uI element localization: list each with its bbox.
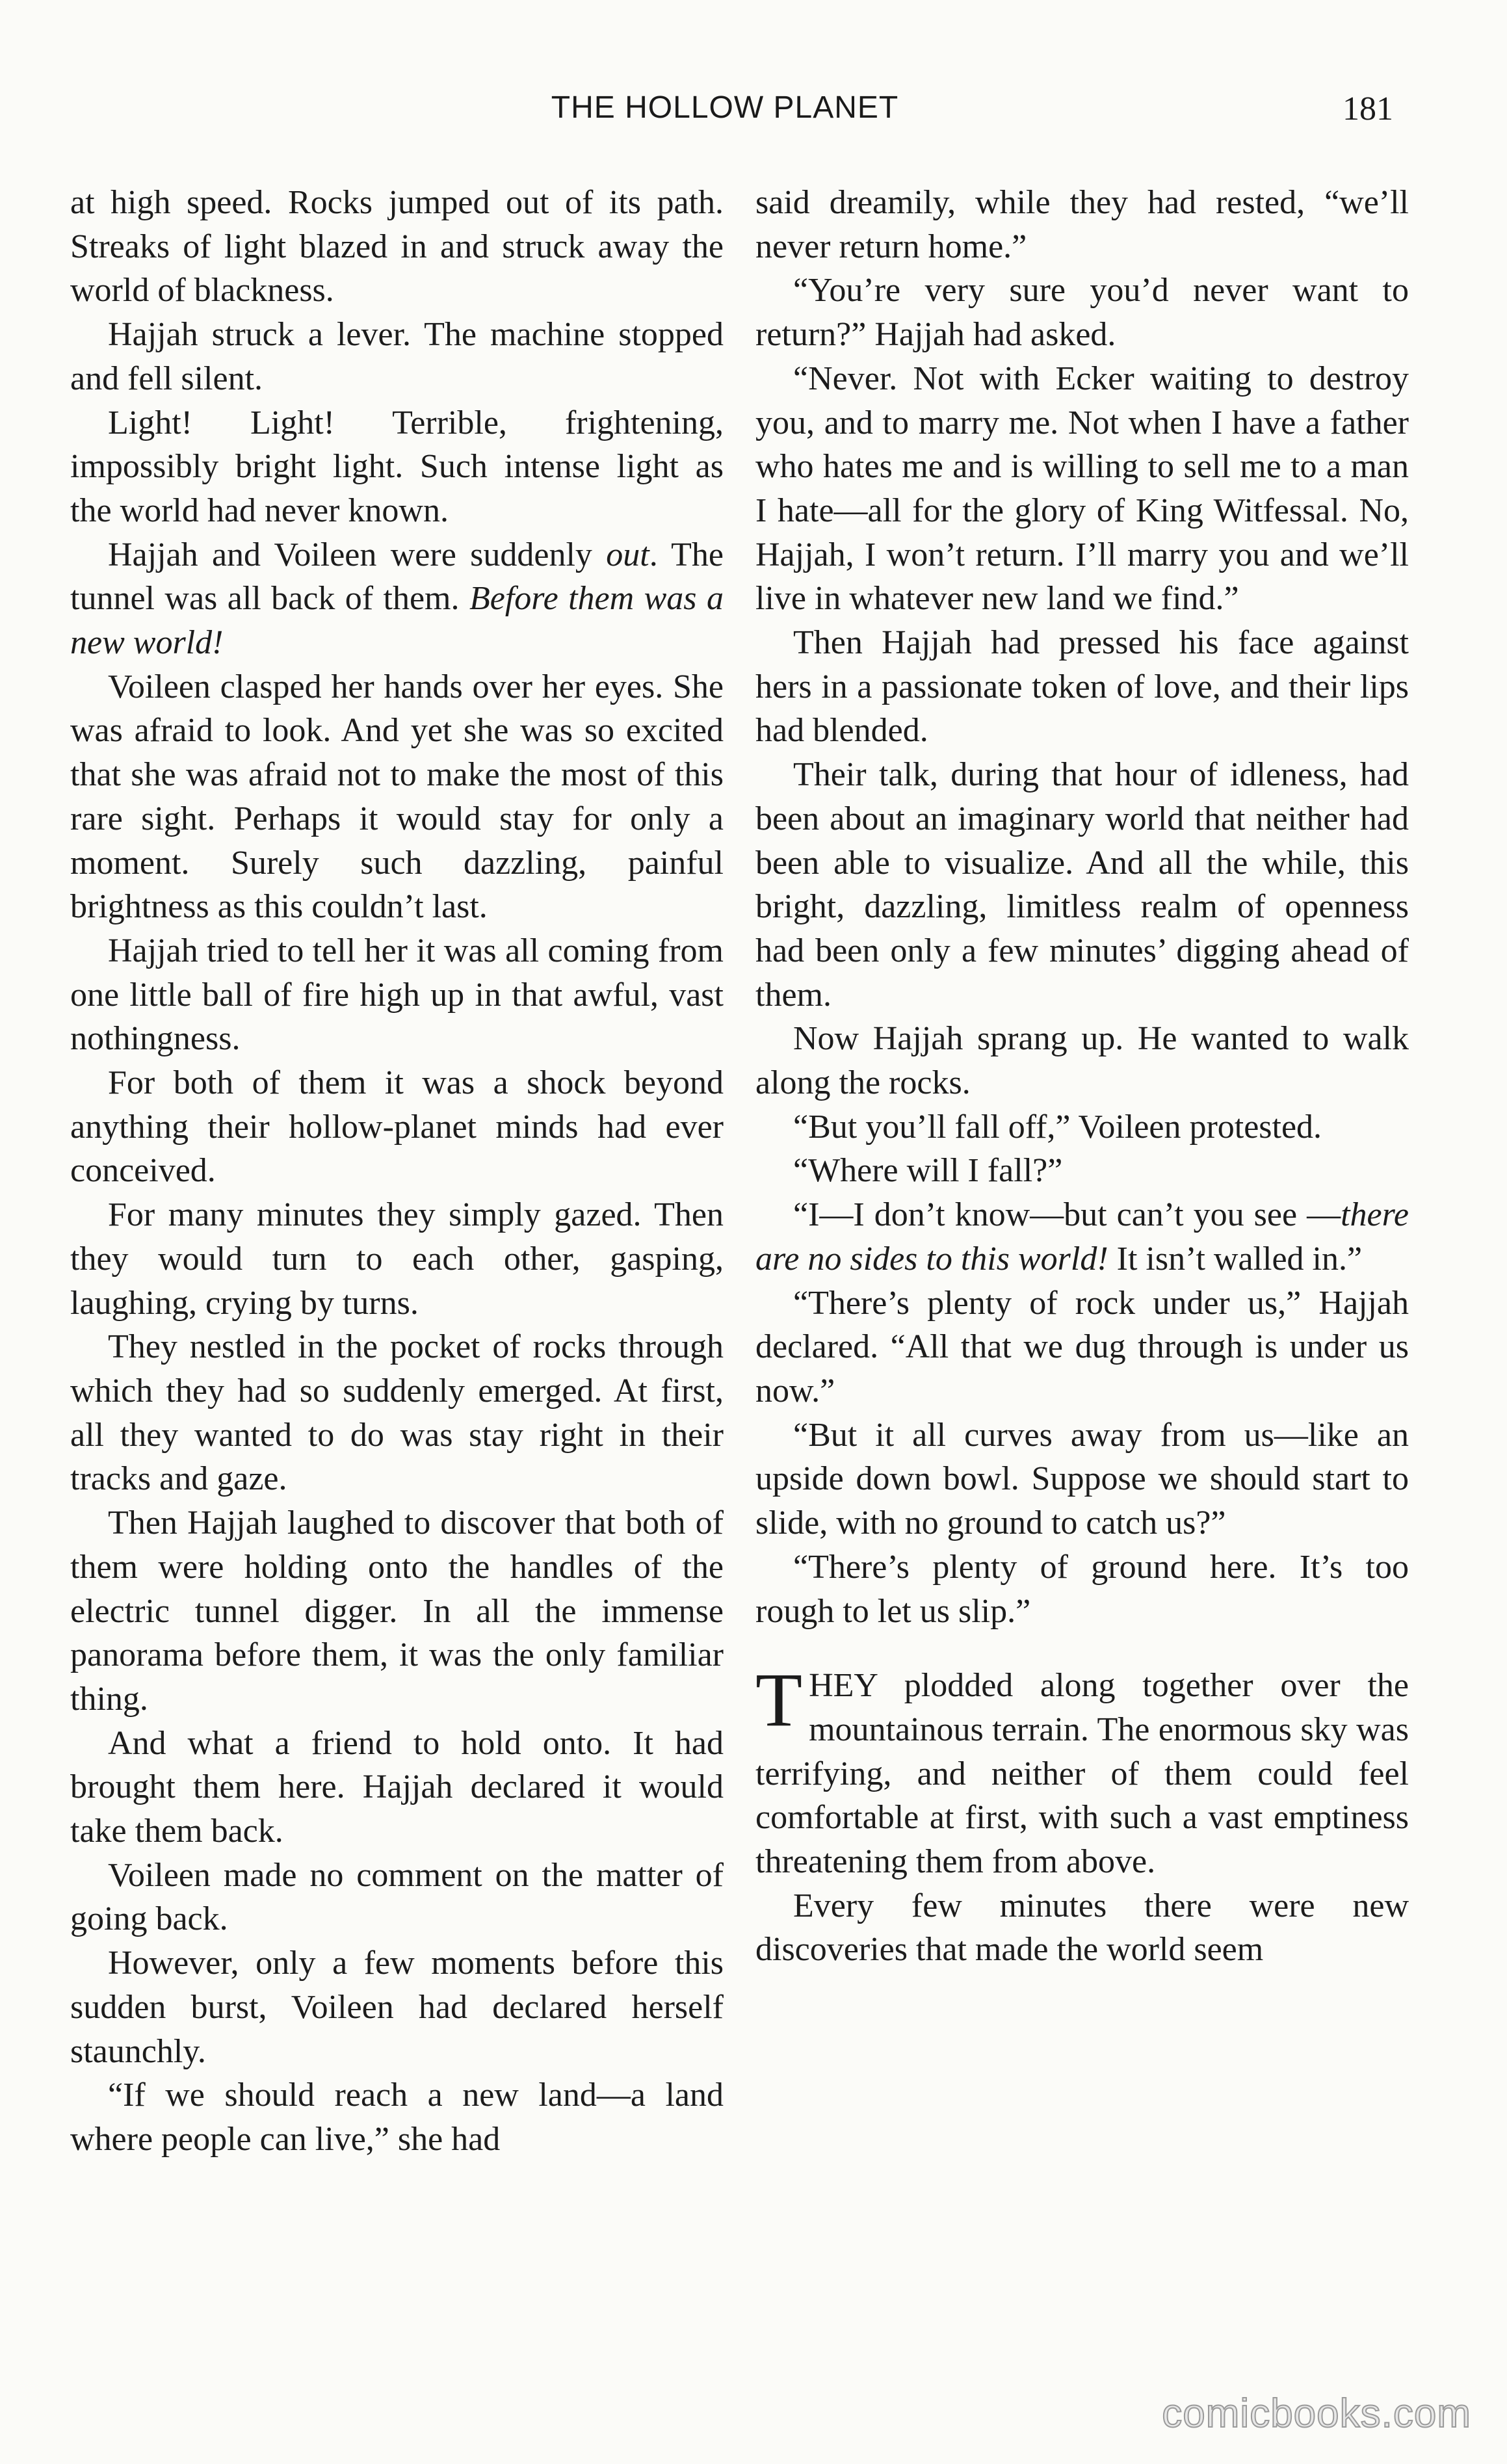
page-number: 181 (1343, 90, 1393, 127)
paragraph-text: “Where will I fall?” (793, 1152, 1063, 1190)
paragraph-text: However, only a few moments before this sudden burst, Voileen had declared herself staunchly. (70, 1945, 724, 2070)
paragraph-text: Light! Light! Terrible, frightening, impossibly bright light. Such intense light as the world had never known. (70, 404, 724, 529)
paragraph-text: Voileen made no comment on the matter of going back. (70, 1856, 724, 1938)
paragraph (70, 1722, 724, 1854)
paragraph (755, 1017, 1409, 1105)
paragraph (755, 753, 1409, 1017)
paragraph (755, 1657, 1409, 1884)
italic-text: Before them was a new world! (70, 580, 724, 662)
page-header (0, 90, 1507, 135)
paragraph (70, 1061, 724, 1193)
paragraph (70, 1854, 724, 1941)
paragraph (755, 1545, 1409, 1633)
paragraph-text: at high speed. Rocks jumped out of its path. Streaks of light blazed in and struck away the world of blackness. (70, 184, 724, 309)
left-text-column (70, 181, 724, 2162)
paragraph (755, 1193, 1409, 1281)
paragraph (755, 1884, 1409, 1972)
paragraph-text: Then Hajjah laughed to discover that both of them were holding onto the handles of the electric tunnel digger. In all the immense panorama before them, it was the only familiar thing. (70, 1504, 724, 1718)
paragraph-text: “Never. Not with Ecker waiting to destroy you, and to marry me. Not when I have a father who hates me and is willing to sell me to a man I hate—all for the glory of King Witfessal. No, Hajjah, I won’t return. I’ll marry you and we’ll live in whatever new land we find.” (755, 360, 1409, 618)
paragraph (70, 2073, 724, 2161)
paragraph (70, 1325, 724, 1501)
paragraph-text: Then Hajjah had pressed his face against hers in a passionate token of love, and their lips had blended. (755, 624, 1409, 750)
paragraph-text: Hajjah struck a lever. The machine stopped and fell silent. (70, 316, 724, 397)
paragraph (70, 401, 724, 533)
paragraph (70, 181, 724, 313)
paragraph (755, 357, 1409, 621)
paragraph-text: HEY plodded along together over the mountainous terrain. The enormous sky was terrifying, and neither of them could feel comfortable at first, with such a vast emptiness threatening them from above. (755, 1667, 1409, 1881)
paragraph (70, 1501, 724, 1722)
running-title: THE HOLLOW PLANET (551, 90, 899, 125)
paragraph-text: Their talk, during that hour of idleness, had been about an imaginary world that neither had been able to visualize. And all the while, this bright, dazzling, limitless realm of openness had been only a few minutes’ digging ahead of them. (755, 756, 1409, 1014)
paragraph-text: said dreamily, while they had rested, “we’ll never return home.” (755, 184, 1409, 265)
paragraph-text: “But it all curves away from us—like an upside down bowl. Suppose we should start to slide, with no ground to catch us?” (755, 1416, 1409, 1542)
drop-cap: T (755, 1657, 803, 1743)
watermark-logo: comicbooks.com (1162, 2391, 1471, 2436)
paragraph (755, 1413, 1409, 1545)
right-text-column (755, 181, 1409, 1972)
paragraph (755, 181, 1409, 269)
paragraph (70, 533, 724, 665)
paragraph (70, 929, 724, 1061)
paragraph (755, 1149, 1409, 1193)
paragraph (755, 621, 1409, 753)
paragraph-text: “I—I don’t know—but can’t you see — (793, 1196, 1341, 1234)
paragraph (70, 665, 724, 929)
paragraph-text: Hajjah tried to tell her it was all coming from one little ball of fire high up in that awful, vast nothingness. (70, 932, 724, 1058)
paragraph-text: “But you’ll fall off,” Voileen protested. (793, 1108, 1322, 1146)
paragraph-text: “If we should reach a new land—a land where people can live,” she had (70, 2077, 724, 2158)
paragraph (70, 1941, 724, 2073)
paragraph (755, 1281, 1409, 1413)
paragraph-text: Every few minutes there were new discoveries that made the world seem (755, 1887, 1409, 1969)
paragraph-text: It isn’t walled in.” (1108, 1240, 1363, 1278)
paragraph-text: For both of them it was a shock beyond anything their hollow-planet minds had ever conceived. (70, 1064, 724, 1190)
paragraph-text: . The tunnel was all back of them. (70, 536, 724, 618)
paragraph-text: Voileen clasped her hands over her eyes. She was afraid to look. And yet she was so excited that she was afraid not to make the most of this rare sight. Perhaps it would stay for only a moment. Surely such dazzling, painful brightness as this couldn’t last. (70, 668, 724, 926)
paragraph (755, 1105, 1409, 1149)
paragraph-text: “You’re very sure you’d never want to return?” Hajjah had asked. (755, 272, 1409, 354)
paragraph-text: And what a friend to hold onto. It had brought them here. Hajjah declared it would take them back. (70, 1724, 724, 1850)
paragraph-text: For many minutes they simply gazed. Then they would turn to each other, gasping, laughing, crying by turns. (70, 1196, 724, 1322)
italic-text: there are no sides to this world! (755, 1196, 1409, 1278)
italic-text: out (606, 536, 649, 573)
paragraph-text: “There’s plenty of ground here. It’s too rough to let us slip.” (755, 1548, 1409, 1630)
paragraph-text: Now Hajjah sprang up. He wanted to walk along the rocks. (755, 1020, 1409, 1102)
paragraph-text: They nestled in the pocket of rocks through which they had so suddenly emerged. At first, all they wanted to do was stay right in their tracks and gaze. (70, 1328, 724, 1498)
paragraph (755, 269, 1409, 356)
paragraph (70, 1193, 724, 1325)
paragraph-text: “There’s plenty of rock under us,” Hajjah declared. “All that we dug through is under us now.” (755, 1284, 1409, 1409)
paragraph-text: Hajjah and Voileen were suddenly (108, 536, 607, 573)
paragraph (70, 313, 724, 400)
